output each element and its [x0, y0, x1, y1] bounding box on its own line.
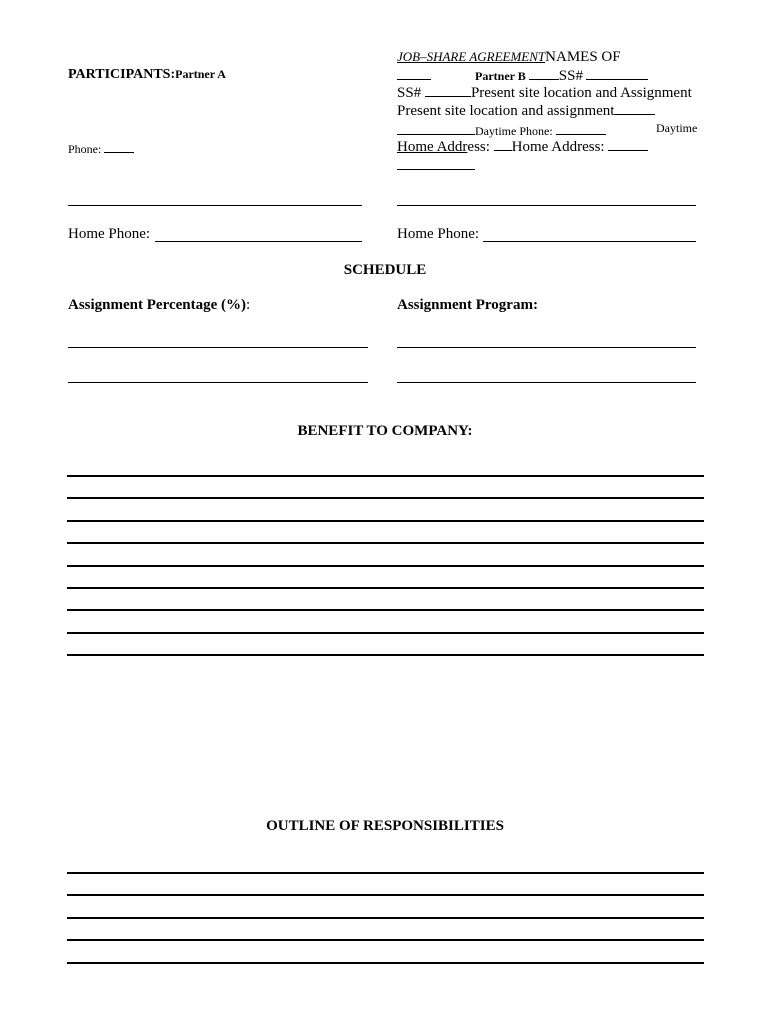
participants-heading: [68, 68, 226, 82]
assignment-program-label: Assignment Program:: [397, 297, 538, 313]
benefit-line-1[interactable]: [67, 475, 704, 477]
phone-label: Phone:: [68, 142, 102, 156]
site-a-blank[interactable]: [397, 122, 475, 135]
responsibility-line-2[interactable]: [67, 894, 704, 896]
phone-line-a: [68, 140, 134, 155]
address-line-a[interactable]: [68, 205, 362, 206]
present-site-line: [397, 102, 655, 119]
address-line-b[interactable]: [397, 205, 696, 206]
present-site-assignment-caps: Present site location and Assignment: [470, 85, 692, 101]
assignment-percentage-colon: :: [246, 297, 251, 313]
benefit-line-3[interactable]: [67, 520, 704, 522]
percentage-line-2[interactable]: [68, 382, 368, 383]
responsibility-line-4[interactable]: [67, 939, 704, 941]
partner-b-label: Partner B: [475, 69, 526, 83]
present-site-assignment-lower: Present site location and assignment: [397, 103, 615, 119]
program-line-2[interactable]: [397, 382, 696, 383]
daytime-label: Daytime: [656, 121, 698, 135]
home-address-fragment-2: ess:: [467, 139, 490, 155]
benefit-line-5[interactable]: [67, 565, 704, 567]
present-site-blank[interactable]: [614, 102, 655, 115]
job-share-agreement-label: JOB–SHARE AGREEMENT: [397, 49, 546, 64]
home-address-line: [397, 138, 648, 155]
partner-a-blank[interactable]: [397, 67, 431, 80]
names-of-label: NAMES OF: [545, 49, 621, 65]
address-blank-short[interactable]: [397, 169, 475, 170]
daytime-phone-label: Daytime Phone:: [475, 124, 553, 138]
ss-site-line: [397, 84, 692, 101]
home-address-blank[interactable]: [608, 138, 648, 151]
ss-a-blank[interactable]: [425, 84, 471, 97]
benefit-title: BENEFIT TO COMPANY:: [297, 423, 473, 439]
home-phone-label-b: Home Phone:: [397, 226, 480, 242]
partner-b-name-blank[interactable]: [529, 67, 559, 80]
program-line-1[interactable]: [397, 347, 696, 348]
responsibilities-title: OUTLINE OF RESPONSIBILITIES: [266, 818, 504, 834]
ss-label-b: SS#: [558, 68, 583, 84]
participants-label: PARTICIPANTS:: [68, 67, 176, 82]
partner-a-label: Partner A: [175, 67, 226, 81]
assignment-percentage-label: Assignment Percentage (%): [68, 297, 247, 313]
benefit-line-8[interactable]: [67, 632, 704, 634]
home-phone-line-a[interactable]: [155, 241, 362, 242]
partner-b-line: [397, 67, 648, 84]
ss-b-blank[interactable]: [586, 67, 648, 80]
phone-a-blank[interactable]: [104, 140, 134, 153]
benefit-line-4[interactable]: [67, 542, 704, 544]
percentage-line-1[interactable]: [68, 347, 368, 348]
home-phone-label-a: Home Phone:: [68, 226, 151, 242]
agreement-title: [397, 50, 621, 65]
responsibility-line-1[interactable]: [67, 872, 704, 874]
ss-label-a: SS#: [397, 85, 422, 101]
benefit-line-7[interactable]: [67, 609, 704, 611]
daytime-phone-line: [397, 122, 606, 137]
benefit-line-9[interactable]: [67, 654, 704, 656]
benefit-line-6[interactable]: [67, 587, 704, 589]
daytime-phone-blank[interactable]: [556, 122, 606, 135]
home-address-fragment-1: Home Addr: [397, 139, 468, 155]
benefit-line-2[interactable]: [67, 497, 704, 499]
assignment-percentage-heading: [68, 298, 250, 313]
home-phone-line-b[interactable]: [483, 241, 696, 242]
responsibility-line-5[interactable]: [67, 962, 704, 964]
schedule-title: SCHEDULE: [343, 262, 427, 278]
responsibility-line-3[interactable]: [67, 917, 704, 919]
home-address-label: Home Address:: [511, 139, 605, 155]
